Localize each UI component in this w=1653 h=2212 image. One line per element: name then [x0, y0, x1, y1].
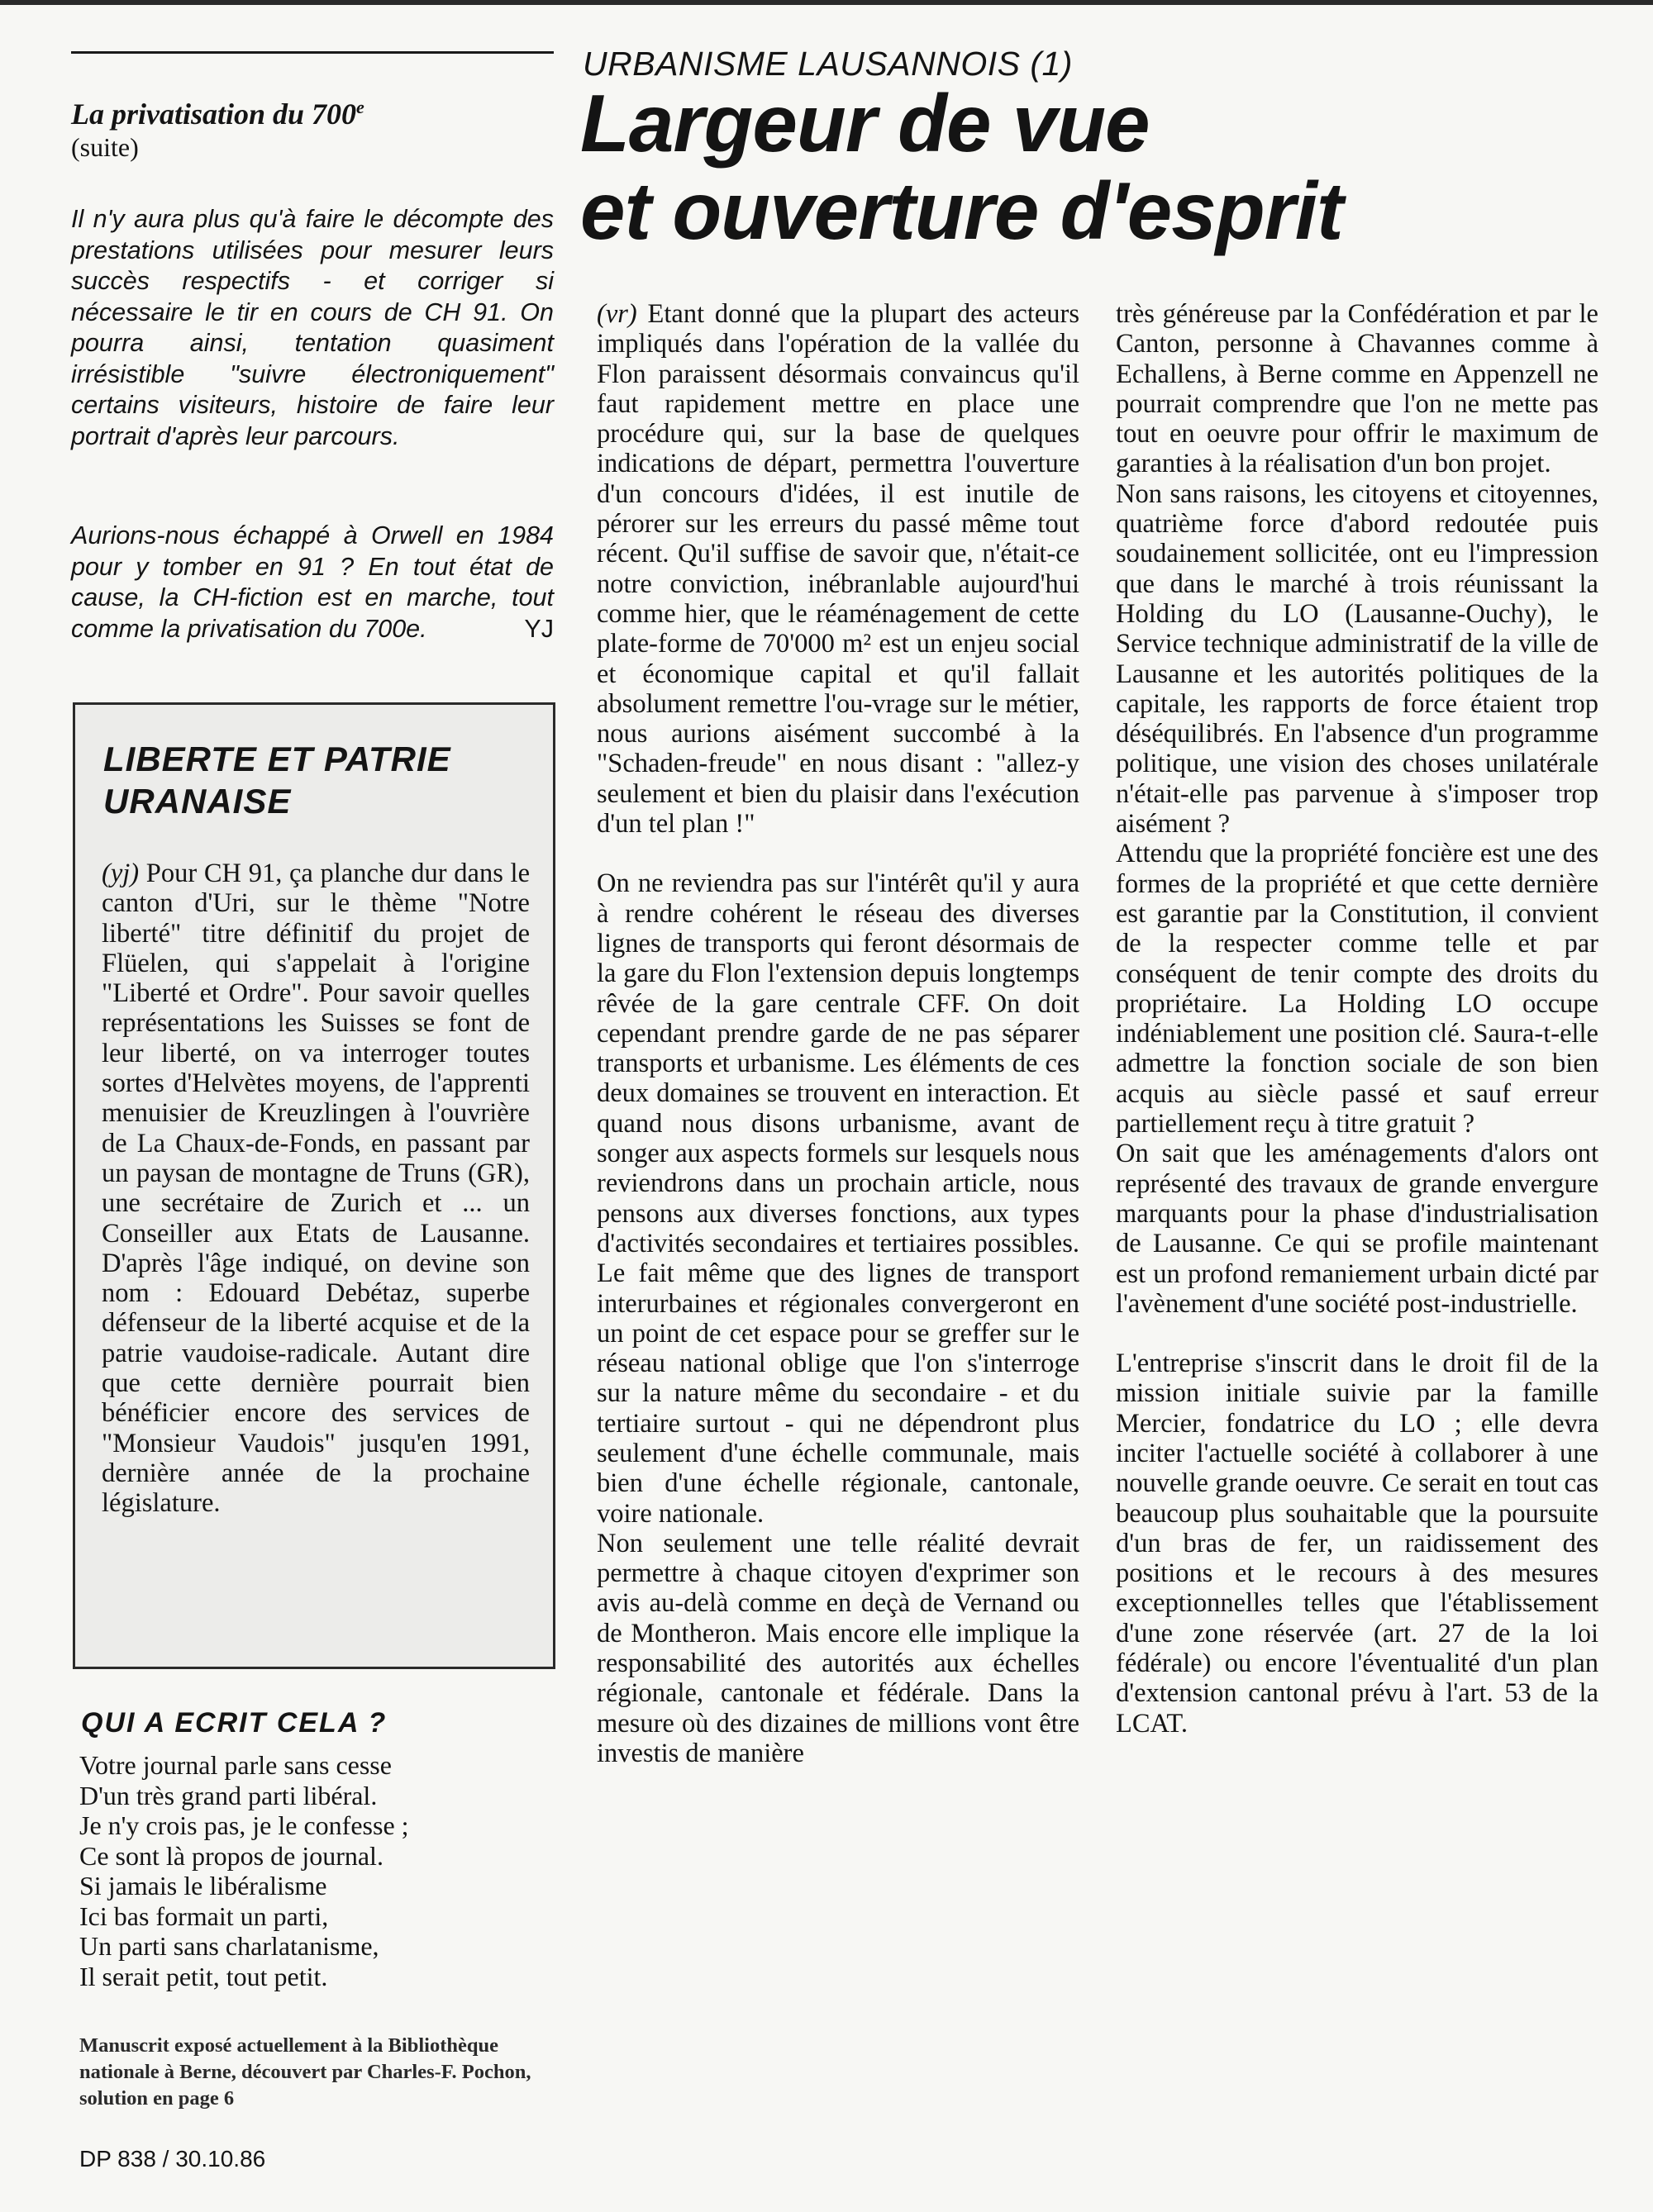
- article-column-2: [1116, 299, 1598, 1739]
- quiz-poem: [79, 1750, 409, 1991]
- article-column-1: [597, 299, 1079, 1768]
- box-body: [102, 859, 530, 1519]
- sidebar-title: [71, 98, 364, 131]
- article-paragraph: L'entreprise s'inscrit dans le droit fil de la mission initiale suivie par la famille Mercier, fondatrice du LO ; elle devra inciter l'actuelle société à collaborer à une nouvelle grande oeuvre. Ce serait en tout cas beaucoup plus souhaitable que la poursuite d'un bras de fer, un raidissement des positions et le recours à des mesures exceptionnelles telles que l'établissement d'une zone réservée (art. 27 de la loi fédérale) ou encore l'éventualité d'un plan d'extension cantonal prévu à l'art. 53 de la LCAT.: [1116, 1349, 1598, 1739]
- poem-line: Si jamais le libéralisme: [79, 1871, 327, 1900]
- liberte-patrie-box: [73, 702, 555, 1669]
- sidebar-signature: YJ: [524, 614, 554, 643]
- sidebar-paragraph-1-text: Il n'y aura plus qu'à faire le décompte des prestations utilisées pour mesurer leurs succès respectifs - et corriger si nécessaire le tir en cours de CH 91. On pourra ainsi, tentation quasiment irrésistible "suivre électroniquement" certains visiteurs, histoire de faire leur portrait d'après leur parcours.: [71, 205, 554, 450]
- poem-line: Ici bas formait un parti,: [79, 1900, 329, 1931]
- sidebar-paragraph-2-text: [71, 521, 554, 645]
- poem-line: Il serait petit, tout petit.: [79, 1961, 328, 1991]
- sidebar-title-sup: e: [356, 97, 364, 117]
- article-paragraph: Non seulement une telle réalité devrait permettre à chaque citoyen d'exprimer son avis au-delà comme en deçà de Vernand ou de Montheron. Mais encore elle implique la responsabilité des autorités aux échelles régionale, cantonale et fédérale. Dans la mesure où des dizaines de millions vont être investis de manière: [597, 1528, 1079, 1768]
- article-paragraph: On sait que les aménagements d'alors ont représenté des travaux de grande envergure marquants pour la phase d'industrialisation de Lausanne. Ce qui se profile maintenant est un profond remaniement urbain dicté par l'avènement d'une société post-industrielle.: [1116, 1139, 1598, 1319]
- quiz-title: QUI A ECRIT CELA ?: [81, 1707, 388, 1739]
- page-top-edge: [0, 0, 1653, 5]
- article-headline: [580, 78, 1343, 256]
- article-paragraph: Attendu que la propriété foncière est une des formes de la propriété et que cette dernière est garantie par la Constitution, il convient de la respecter comme telle et par conséquent de tenir compte des droits du propriétaire. La Holding LO occupe indéniablement une position clé. Saura-t-elle admettre la fonction sociale de son bien acquis au siècle passé et sauf erreur partiellement reçu à titre gratuit ?: [1116, 839, 1598, 1139]
- headline-line-1: Largeur de vue: [580, 78, 1150, 169]
- poem-line: D'un très grand parti libéral.: [79, 1780, 378, 1810]
- sidebar-subtitle: (suite): [71, 132, 139, 162]
- article-paragraph: très généreuse par la Confédération et par le Canton, personne à Chavannes comme à Echallens, à Berne comme en Appenzell ne pourrait comprendre que l'on ne mette pas tout en oeuvre pour offrir le maximum de garanties à la réalisation d'un bon projet.: [1116, 299, 1598, 479]
- article-kicker: URBANISME LAUSANNOIS (1): [583, 45, 1073, 83]
- box-title-line-2: URANAISE: [103, 782, 292, 821]
- poem-line: Votre journal parle sans cesse: [79, 1750, 392, 1780]
- sidebar-paragraph-1: [71, 204, 554, 452]
- sidebar-paragraph-2-body: Aurions-nous échappé à Orwell en 1984 pour y tomber en 91 ? En tout état de cause, la CH-fiction est en marche, tout comme la privatisation du 700e.: [71, 521, 554, 643]
- box-title: [103, 738, 451, 822]
- box-initials: (yj): [102, 859, 140, 888]
- sidebar-title-text: La privatisation du 700: [71, 98, 357, 131]
- poem-line: Je n'y crois pas, je le confesse ;: [79, 1810, 409, 1840]
- box-title-line-1: LIBERTE ET PATRIE: [103, 740, 451, 778]
- poem-line: Un parti sans charlatanisme,: [79, 1931, 379, 1961]
- poem-line: Ce sont là propos de journal.: [79, 1840, 383, 1871]
- sidebar-top-rule: [71, 51, 554, 54]
- article-paragraph: [597, 299, 1079, 839]
- headline-line-2: et ouverture d'esprit: [580, 165, 1343, 256]
- article-paragraph: On ne reviendra pas sur l'intérêt qu'il y aura à rendre cohérent le réseau des diverses lignes de transports qui feront désormais de la gare du Flon l'extension depuis longtemps rêvée de la gare centrale CFF. On doit cependant prendre garde de ne pas séparer transports et urbanisme. Les éléments de ces deux domaines se trouvent en interaction. Et quand nous disons urbanisme, avant de songer aux aspects formels sur lesquels nous reviendrons dans un prochain article, nous pensons aux diverses fonctions, aux types d'activités secondaires et tertiaires possibles. Le fait même que des lignes de transport interurbaines et régionales convergeront en un point de cet espace pour se greffer sur le réseau national oblige que l'on s'interroge sur la nature même du secondaire - et du tertiaire surtout - qui ne dépendront plus seulement d'une échelle communale, mais bien d'une échelle régionale, cantonale, voire nationale.: [597, 868, 1079, 1529]
- issue-number: DP 838 / 30.10.86: [79, 2146, 266, 2172]
- article-paragraph-text: Etant donné que la plupart des acteurs impliqués dans l'opération de la vallée du Flon paraissent désormais convaincus qu'il faut rapidement mettre en place une procédure qui, sur la base de quelques indications de départ, permettra l'ouverture d'un concours d'idées, il est inutile de pérorer sur les erreurs du passé même tout récent. Qu'il suffise de savoir que, n'était-ce notre conviction, inébranlable aujourd'hui comme hier, que le réaménagement de cette plate-forme de 70'000 m² est un enjeu social et économique capital et qu'il fallait absolument remettre l'ou-vrage sur le métier, nous aurions aisément succombé à la "Schaden-freude" en nous disant : "allez-y seulement et bien du plaisir dans l'exécution d'un tel plan !": [597, 299, 1080, 840]
- box-body-text: Pour CH 91, ça planche dur dans le canton d'Uri, sur le thème "Notre liberté" titre définitif du projet de Flüelen, qui s'appelait à l'origine "Liberté et Ordre". Pour savoir quelles représentations les Suisses se font de leur liberté, on va interroger toutes sortes d'Helvètes moyens, de l'apprenti menuisier de Kreuzlingen à l'ouvrière de La Chaux-de-Fonds, en passant par un paysan de montagne de Truns (GR), une secrétaire de Zurich et ... un Conseiller aux Etats de Lausanne. D'après l'âge indiqué, on devine son nom : Edouard Debétaz, superbe défenseur de la liberté acquise et de la patrie vaudoise-radicale. Autant dire que cette dernière pourrait bien bénéficier encore des services de "Monsieur Vaudois" jusqu'en 1991, dernière année de la prochaine législature.: [102, 859, 530, 1519]
- article-initials: (vr): [597, 299, 637, 329]
- article-paragraph: Non sans raisons, les citoyens et citoyennes, quatrième force d'abord redoutée puis soudainement sollicitée, ont eu l'impression que dans le marché à trois réunissant la Holding du LO (Lausanne-Ouchy), le Service technique administratif de la ville de Lausanne et les autorités politiques de la capitale, les rapports de force étaient trop déséquilibrés. En l'absence d'un programme politique, une vision des choses unilatérale n'était-elle pas parvenue à s'imposer trop aisément ?: [1116, 478, 1598, 840]
- quiz-footnote: Manuscrit exposé actuellement à la Bibliothèque nationale à Berne, découvert par Charles-F. Pochon, solution en page 6: [79, 2034, 531, 2110]
- sidebar-paragraph-2: [71, 521, 554, 645]
